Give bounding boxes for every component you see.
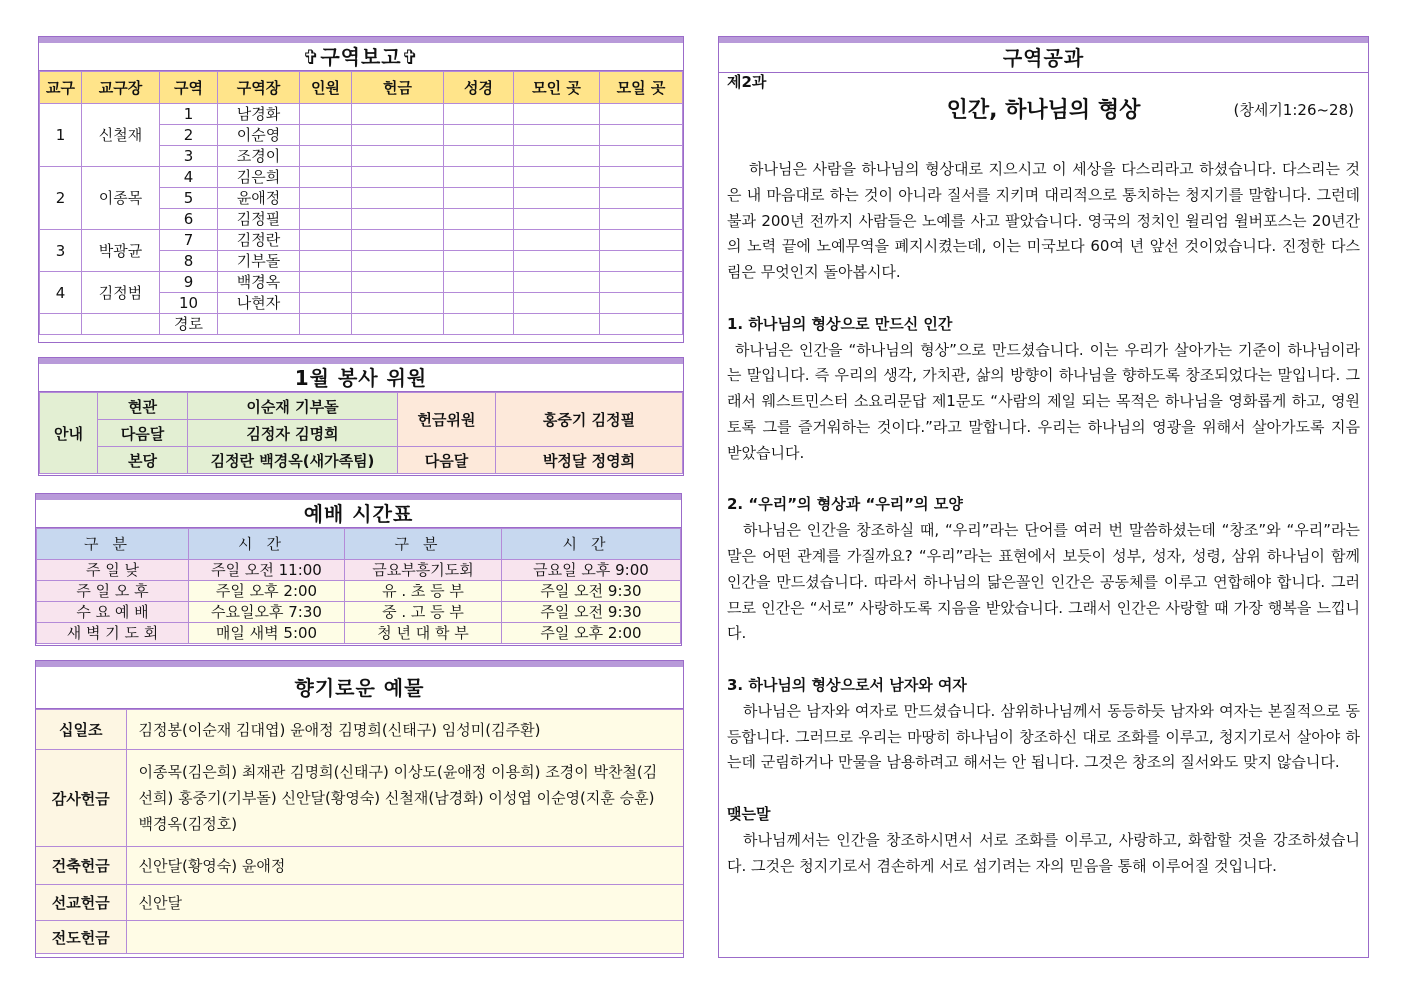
offering-type-label: 건축헌금: [36, 847, 126, 885]
table-row: [37, 623, 681, 644]
service-time: 주일 오전 11:00: [189, 560, 345, 581]
service-name: 유 . 초 등 부: [345, 581, 502, 602]
section-heading: 1. 하나님의 형상으로 만드신 인간: [727, 314, 953, 333]
service-time: 주일 오후 2:00: [189, 581, 345, 602]
next-month-names: 박정달 정영희: [496, 447, 683, 474]
offerings-table: [36, 709, 683, 954]
zone-number: 5: [160, 188, 218, 209]
offering-names: 신안달(황영숙) 윤애정: [126, 847, 683, 885]
col-header-zone-leader: 구역장: [218, 72, 300, 104]
service-name: 중 . 고 등 부: [345, 602, 502, 623]
col-header-offering: 헌금: [352, 72, 444, 104]
section-heading: 3. 하나님의 형상으로서 남자와 여자: [727, 675, 967, 694]
col-header-time: 시간: [502, 529, 681, 560]
zone-leader: 나현자: [218, 293, 300, 314]
table-row: [40, 167, 683, 188]
zone-leader: 백경옥: [218, 272, 300, 293]
lesson-header: 구역공과: [719, 43, 1368, 73]
zone-leader: 이순영: [218, 125, 300, 146]
table-header-row: [40, 72, 683, 104]
volunteer-names: 김정자 김명희: [188, 420, 398, 447]
volunteers-panel: [38, 357, 684, 476]
zone-leader: 김정필: [218, 209, 300, 230]
district-leader: 이종목: [82, 167, 160, 230]
table-row: [36, 921, 683, 954]
service-time: 주일 오후 2:00: [502, 623, 681, 644]
zone-number: 3: [160, 146, 218, 167]
col-header-attendance: 인원: [300, 72, 352, 104]
district-leader: 신철재: [82, 104, 160, 167]
guide-label: 안내: [40, 393, 98, 474]
section-text: 하나님은 남자와 여자로 만드셨습니다. 삼위하나님께서 동등하듯 남자와 여자는 본질적으로 동등합니다. 그러므로 우리는 마땅히 하나님이 창조하신 대로 조화를 이루고, 청지기로서 살아야 하는데 군림하거나 만물을 남용하려고 해서는 안 됩니다. 그것은 창조의 질서와도 맞지 않습니다.: [727, 701, 1360, 772]
service-name: 새 벽 기 도 회: [37, 623, 189, 644]
offering-names: [126, 921, 683, 954]
place-label: 다음달: [98, 420, 188, 447]
service-time: 주일 오전 9:30: [502, 581, 681, 602]
elder-zone-label: 경로: [160, 314, 218, 335]
offering-type-label: 감사헌금: [36, 750, 126, 847]
service-time: 매일 새벽 5:00: [189, 623, 345, 644]
table-header-row: [37, 529, 681, 560]
col-header-bible: 성경: [444, 72, 514, 104]
zone-leader: 윤애정: [218, 188, 300, 209]
zone-report-table: [39, 71, 683, 335]
place-label: 본당: [98, 447, 188, 474]
section-heading: 맺는말: [727, 804, 771, 823]
volunteer-names: 김정란 백경옥(새가족팀): [188, 447, 398, 474]
service-time: 주일 오전 9:30: [502, 602, 681, 623]
table-row: [40, 393, 683, 420]
col-header-category: 구분: [37, 529, 189, 560]
next-month-label: 다음달: [398, 447, 496, 474]
offering-committee-label: 헌금위원: [398, 393, 496, 447]
section-text: 하나님은 인간을 창조하실 때, “우리”라는 단어를 여러 번 말씀하셨는데 “창조”와 “우리”라는 말은 어떤 관계를 가질까요? “우리”라는 표현에서 보듯이 성부, 성자, 성령, 삼위 하나님이 함께 인간을 만드셨습니다. 따라서 하나님의 닮은꼴인 인간은 공동체를 이루고 연합해야 합니다. 그러므로 인간은 “서로” 사랑하도록 지음을 받았습니다. 그래서 인간은 사랑할 때 가장 행복을 느낍니다.: [727, 521, 1360, 643]
table-row: [36, 710, 683, 750]
table-row: [40, 447, 683, 474]
offerings-title: 향기로운 예물: [36, 667, 683, 709]
volunteers-table: [39, 392, 683, 474]
lesson-body: [727, 157, 1360, 879]
lesson-intro: 하나님은 사람을 하나님의 형상대로 지으시고 이 세상을 다스리라고 하셨습니다. 다스리는 것은 내 마음대로 하는 것이 아니라 질서를 지키며 대리적으로 통치하는 청지기를 말합니다. 그런데 불과 200년 전까지 사람들은 노예를 사고 팔았습니다. 영국의 정치인 윌리엄 윌버포스는 20년간의 노력 끝에 노예무역을 폐지시켰는데, 이는 미국보다 60여 년 앞선 것이었습니다. 진정한 다스림은 무엇인지 돌아봅시다.: [727, 160, 1360, 282]
col-header-next-place: 모일 곳: [600, 72, 683, 104]
section-heading: 2. “우리”의 형상과 “우리”의 모양: [727, 495, 963, 514]
zone-number: 2: [160, 125, 218, 146]
section-text: 하나님께서는 인간을 창조하시면서 서로 조화를 이루고, 사랑하고, 화합할 것을 강조하셨습니다. 그것은 청지기로서 겸손하게 서로 섬기려는 자의 믿음을 통해 이루어질 것입니다.: [727, 830, 1360, 875]
lesson-title: 인간, 하나님의 형상: [946, 98, 1141, 123]
zone-number: 1: [160, 104, 218, 125]
col-header-zone: 구역: [160, 72, 218, 104]
col-header-met-place: 모인 곳: [514, 72, 600, 104]
offering-type-label: 선교헌금: [36, 885, 126, 921]
worship-schedule-title: 예배 시간표: [36, 500, 681, 528]
col-header-category: 구분: [345, 529, 502, 560]
zone-number: 4: [160, 167, 218, 188]
volunteer-names: 이순재 기부돌: [188, 393, 398, 420]
table-row: [37, 581, 681, 602]
zone-number: 10: [160, 293, 218, 314]
table-row: [40, 104, 683, 125]
volunteers-title: 1월 봉사 위원: [39, 364, 683, 392]
zone-number: 9: [160, 272, 218, 293]
zone-number: 6: [160, 209, 218, 230]
offering-type-label: 전도헌금: [36, 921, 126, 954]
table-row: [37, 602, 681, 623]
service-name: 금요부흥기도회: [345, 560, 502, 581]
section-text: 하나님은 인간을 “하나님의 형상”으로 만드셨습니다. 이는 우리가 살아가는 기준이 하나님이라는 말입니다. 즉 우리의 생각, 가치관, 삶의 방향이 하나님을 향하도록 창조되었다는 말입니다. 그래서 웨스트민스터 소요리문답 제1문도 “사람의 제일 되는 목적은 하나님을 영화롭게 하고, 영원토록 그를 즐거워하는 것이다.”라고 말합니다. 우리는 하나님의 영광을 위해서 살아가도록 지음 받았습니다.: [727, 340, 1360, 462]
service-name: 주 일 오 후: [37, 581, 189, 602]
district-number: 4: [40, 272, 82, 314]
offering-names: 신안달: [126, 885, 683, 921]
service-name: 수 요 예 배: [37, 602, 189, 623]
zone-leader: 김은희: [218, 167, 300, 188]
worship-schedule-table: [36, 528, 681, 644]
district-leader: 박광균: [82, 230, 160, 272]
district-leader: 김정범: [82, 272, 160, 314]
district-number: 2: [40, 167, 82, 230]
zone-report-panel: [38, 36, 684, 343]
lesson-number: 제2과: [727, 73, 767, 91]
lesson-reference: (창세기1:26~28): [1233, 101, 1354, 119]
col-header-district-leader: 교구장: [82, 72, 160, 104]
table-row: [36, 885, 683, 921]
service-name: 청 년 대 학 부: [345, 623, 502, 644]
col-header-time: 시간: [189, 529, 345, 560]
zone-leader: 김정란: [218, 230, 300, 251]
table-row: [36, 847, 683, 885]
zone-number: 8: [160, 251, 218, 272]
district-number: 3: [40, 230, 82, 272]
zone-number: 7: [160, 230, 218, 251]
col-header-district: 교구: [40, 72, 82, 104]
service-time: 금요일 오후 9:00: [502, 560, 681, 581]
offering-type-label: 십일조: [36, 710, 126, 750]
worship-schedule-panel: [35, 493, 682, 646]
table-row: [40, 272, 683, 293]
zone-report-title: ✞구역보고✞: [39, 43, 683, 71]
service-name: 주 일 낮: [37, 560, 189, 581]
offering-committee-names: 홍중기 김정필: [496, 393, 683, 447]
offering-names: 김정봉(이순재 김대엽) 윤애정 김명희(신태구) 임성미(김주환): [126, 710, 683, 750]
lesson-panel: [718, 36, 1369, 958]
service-time: 수요일오후 7:30: [189, 602, 345, 623]
table-row: [37, 560, 681, 581]
district-number: 1: [40, 104, 82, 167]
offerings-panel: [35, 660, 684, 958]
offering-names: 이종목(김은희) 최재관 김명희(신태구) 이상도(윤애정 이용희) 조경이 박찬철(김선희) 홍중기(기부돌) 신안달(황영숙) 신철재(남경화) 이성엽 이순영(지훈 승훈) 백경옥(김정호): [126, 750, 683, 847]
table-row: [36, 750, 683, 847]
table-row: [40, 230, 683, 251]
zone-leader: 기부돌: [218, 251, 300, 272]
table-row: [40, 314, 683, 335]
place-label: 현관: [98, 393, 188, 420]
zone-leader: 남경화: [218, 104, 300, 125]
zone-leader: 조경이: [218, 146, 300, 167]
